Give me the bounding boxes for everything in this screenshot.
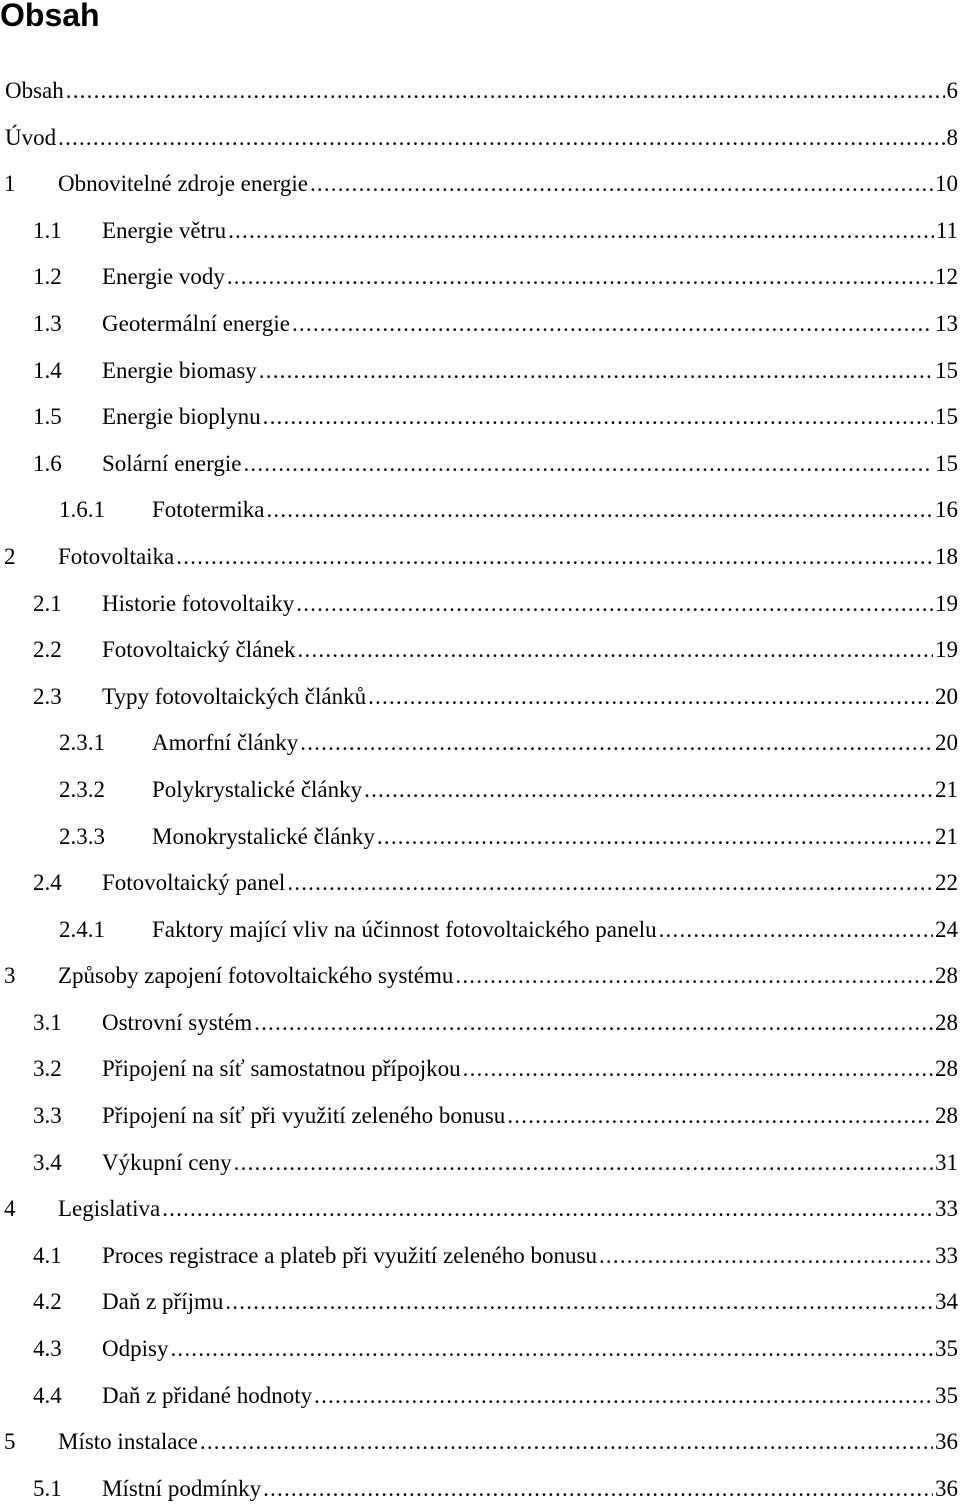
- toc-entry-page-number: 20: [935, 683, 958, 709]
- toc-entry-number: 2.3.1: [59, 730, 105, 756]
- dot-leader: [659, 907, 933, 954]
- toc-entry-title: Ostrovní systém: [102, 1009, 253, 1035]
- toc-entry[interactable]: [0, 1093, 960, 1140]
- dot-leader: [455, 953, 933, 1000]
- toc-entry-page-number: 8: [946, 124, 958, 150]
- toc-entry-title: Energie biomasy: [102, 357, 257, 383]
- toc-entry[interactable]: [0, 767, 960, 814]
- dot-leader: [266, 487, 933, 534]
- toc-entry-page-number: 13: [935, 310, 958, 336]
- toc-entry-title: Úvod: [5, 124, 57, 150]
- toc-entry-number: 1.6: [33, 450, 62, 476]
- toc-entry-number: 3: [4, 963, 16, 989]
- dot-leader: [259, 348, 933, 395]
- toc-entry-title: Způsoby zapojení fotovoltaického systému: [58, 963, 454, 989]
- toc-entry-title: Daň z přidané hodnoty: [102, 1382, 313, 1408]
- toc-entry[interactable]: [0, 627, 960, 674]
- toc-entry[interactable]: [0, 301, 960, 348]
- dot-leader: [463, 1046, 933, 1093]
- toc-entry[interactable]: [0, 534, 960, 581]
- toc-entry-number: 1.3: [33, 310, 62, 336]
- dot-leader: [296, 581, 933, 628]
- toc-entry-page-number: 16: [935, 497, 958, 523]
- dot-leader: [200, 1419, 933, 1466]
- toc-entry[interactable]: [0, 68, 960, 115]
- toc-entry-number: 1.4: [33, 357, 62, 383]
- toc-entry-title: Typy fotovoltaických článků: [102, 683, 367, 709]
- toc-entry-page-number: 10: [935, 171, 958, 197]
- toc-entry-page-number: 15: [935, 450, 958, 476]
- toc-entry[interactable]: [0, 1279, 960, 1326]
- toc-entry[interactable]: [0, 814, 960, 861]
- dot-leader: [287, 860, 933, 907]
- toc-entry-title: Místní podmínky: [102, 1475, 262, 1501]
- dot-leader: [225, 1279, 933, 1326]
- toc-entry[interactable]: [0, 581, 960, 628]
- dot-leader: [300, 720, 933, 767]
- toc-entry-page-number: 21: [935, 823, 958, 849]
- toc-entry-page-number: 35: [935, 1382, 958, 1408]
- dot-leader: [310, 161, 933, 208]
- toc-entry-number: 2.3.3: [59, 823, 105, 849]
- toc-entry-number: 1.6.1: [59, 497, 105, 523]
- toc-entry-number: 4.4: [33, 1382, 62, 1408]
- toc-entry[interactable]: [0, 1186, 960, 1233]
- toc-entry-title: Odpisy: [102, 1336, 169, 1362]
- toc-entry[interactable]: [0, 1373, 960, 1420]
- dot-leader: [263, 1466, 933, 1512]
- dot-leader: [298, 627, 933, 674]
- toc-entry-page-number: 33: [935, 1196, 958, 1222]
- toc-entry-page-number: 15: [935, 404, 958, 430]
- toc-entry-page-number: 19: [935, 590, 958, 616]
- toc-entry-number: 1.2: [33, 264, 62, 290]
- dot-leader: [234, 1140, 933, 1187]
- toc-entry[interactable]: [0, 348, 960, 395]
- toc-entry-title: Energie větru: [102, 217, 227, 243]
- toc-entry-page-number: 22: [935, 870, 958, 896]
- dot-leader: [314, 1373, 933, 1420]
- dot-leader: [66, 68, 945, 115]
- toc-entry-number: 4.2: [33, 1289, 62, 1315]
- toc-entry-page-number: 12: [935, 264, 958, 290]
- toc-entry[interactable]: [0, 1326, 960, 1373]
- toc-entry-number: 2.2: [33, 637, 62, 663]
- toc-entry-page-number: 20: [935, 730, 958, 756]
- page-title: Obsah: [0, 0, 100, 33]
- toc-entry-title: Energie vody: [102, 264, 225, 290]
- dot-leader: [364, 767, 933, 814]
- toc-entry-title: Historie fotovoltaiky: [102, 590, 295, 616]
- toc-entry-number: 2.4: [33, 870, 62, 896]
- toc-entry-number: 4.3: [33, 1336, 62, 1362]
- toc-entry[interactable]: [0, 907, 960, 954]
- toc-entry-title: Proces registrace a plateb při využití zeleného bonusu: [102, 1242, 597, 1268]
- toc-entry-page-number: 15: [935, 357, 958, 383]
- toc-entry-title: Výkupní ceny: [102, 1149, 232, 1175]
- toc-entry-number: 2.1: [33, 590, 62, 616]
- toc-entry-title: Solární energie: [102, 450, 242, 476]
- toc-entry-number: 5.1: [33, 1475, 62, 1501]
- toc-entry[interactable]: [0, 1000, 960, 1047]
- toc-entry-number: 2.3: [33, 683, 62, 709]
- toc-entry[interactable]: [0, 1140, 960, 1187]
- toc-entry-title: Amorfní články: [152, 730, 299, 756]
- toc-entry-number: 2.4.1: [59, 916, 105, 942]
- toc-entry-title: Legislativa: [58, 1196, 161, 1222]
- toc-entry-number: 4.1: [33, 1242, 62, 1268]
- toc-entry[interactable]: [0, 1466, 960, 1512]
- toc-entry[interactable]: [0, 1046, 960, 1093]
- dot-leader: [292, 301, 933, 348]
- toc-entry-title: Faktory mající vliv na účinnost fotovoltaického panelu: [152, 916, 657, 942]
- toc-entry-page-number: 33: [935, 1242, 958, 1268]
- toc-entry[interactable]: [0, 1233, 960, 1280]
- toc-entry[interactable]: [0, 208, 960, 255]
- dot-leader: [599, 1233, 933, 1280]
- toc-entry-title: Místo instalace: [58, 1429, 198, 1455]
- toc-entry-title: Připojení na síť samostatnou přípojkou: [102, 1056, 461, 1082]
- toc-entry[interactable]: [0, 161, 960, 208]
- toc-entry[interactable]: [0, 115, 960, 162]
- dot-leader: [507, 1093, 933, 1140]
- toc-entry-title: Fotovoltaika: [58, 543, 175, 569]
- toc-entry[interactable]: [0, 441, 960, 488]
- toc-entry[interactable]: [0, 674, 960, 721]
- toc-entry-page-number: 18: [935, 543, 958, 569]
- dot-leader: [170, 1326, 933, 1373]
- dot-leader: [227, 254, 933, 301]
- dot-leader: [243, 441, 933, 488]
- toc-entry-number: 3.1: [33, 1009, 62, 1035]
- table-of-contents: [0, 68, 960, 1512]
- toc-entry-page-number: 35: [935, 1336, 958, 1362]
- toc-entry-page-number: 21: [935, 776, 958, 802]
- dot-leader: [377, 814, 933, 861]
- toc-entry-page-number: 28: [935, 1103, 958, 1129]
- toc-entry-page-number: 28: [935, 1056, 958, 1082]
- toc-entry-page-number: 28: [935, 963, 958, 989]
- toc-entry-number: 3.4: [33, 1149, 62, 1175]
- toc-entry-page-number: 11: [935, 217, 958, 243]
- toc-entry-number: 2.3.2: [59, 776, 105, 802]
- dot-leader: [58, 115, 944, 162]
- toc-entry-title: Obsah: [5, 78, 64, 103]
- dot-leader: [228, 208, 934, 255]
- toc-entry-page-number: 6: [946, 78, 958, 103]
- toc-entry[interactable]: [0, 254, 960, 301]
- toc-entry-title: Geotermální energie: [102, 310, 290, 336]
- toc-entry-title: Daň z příjmu: [102, 1289, 224, 1315]
- dot-leader: [162, 1186, 933, 1233]
- toc-entry[interactable]: [0, 860, 960, 907]
- toc-entry-page-number: 19: [935, 637, 958, 663]
- dot-leader: [368, 674, 933, 721]
- toc-entry-title: Obnovitelné zdroje energie: [58, 171, 308, 197]
- toc-entry[interactable]: [0, 394, 960, 441]
- dot-leader: [176, 534, 933, 581]
- toc-entry-title: Monokrystalické články: [152, 823, 375, 849]
- toc-entry[interactable]: [0, 720, 960, 767]
- toc-entry-number: 4: [4, 1196, 16, 1222]
- toc-entry-title: Polykrystalické články: [152, 776, 363, 802]
- toc-entry-number: 2: [4, 543, 16, 569]
- toc-entry-page-number: 31: [935, 1149, 958, 1175]
- toc-entry-number: 1.5: [33, 404, 62, 430]
- dot-leader: [254, 1000, 933, 1047]
- toc-entry-title: Fotovoltaický článek: [102, 637, 296, 663]
- toc-entry-title: Fotovoltaický panel: [102, 870, 286, 896]
- toc-entry-title: Energie bioplynu: [102, 404, 261, 430]
- toc-entry[interactable]: [0, 487, 960, 534]
- toc-entry-number: 5: [4, 1429, 16, 1455]
- toc-entry-number: 1.1: [33, 217, 62, 243]
- toc-entry-page-number: 34: [935, 1289, 958, 1315]
- toc-entry[interactable]: [0, 953, 960, 1000]
- toc-entry-page-number: 28: [935, 1009, 958, 1035]
- toc-entry-page-number: 36: [935, 1429, 958, 1455]
- dot-leader: [263, 394, 933, 441]
- toc-entry-number: 3.2: [33, 1056, 62, 1082]
- toc-entry[interactable]: [0, 1419, 960, 1466]
- toc-entry-page-number: 24: [935, 916, 958, 942]
- toc-entry-number: 1: [4, 171, 16, 197]
- toc-entry-page-number: 36: [935, 1475, 958, 1501]
- toc-entry-title: Připojení na síť při využití zeleného bonusu: [102, 1103, 506, 1129]
- toc-entry-title: Fototermika: [152, 497, 265, 523]
- toc-entry-number: 3.3: [33, 1103, 62, 1129]
